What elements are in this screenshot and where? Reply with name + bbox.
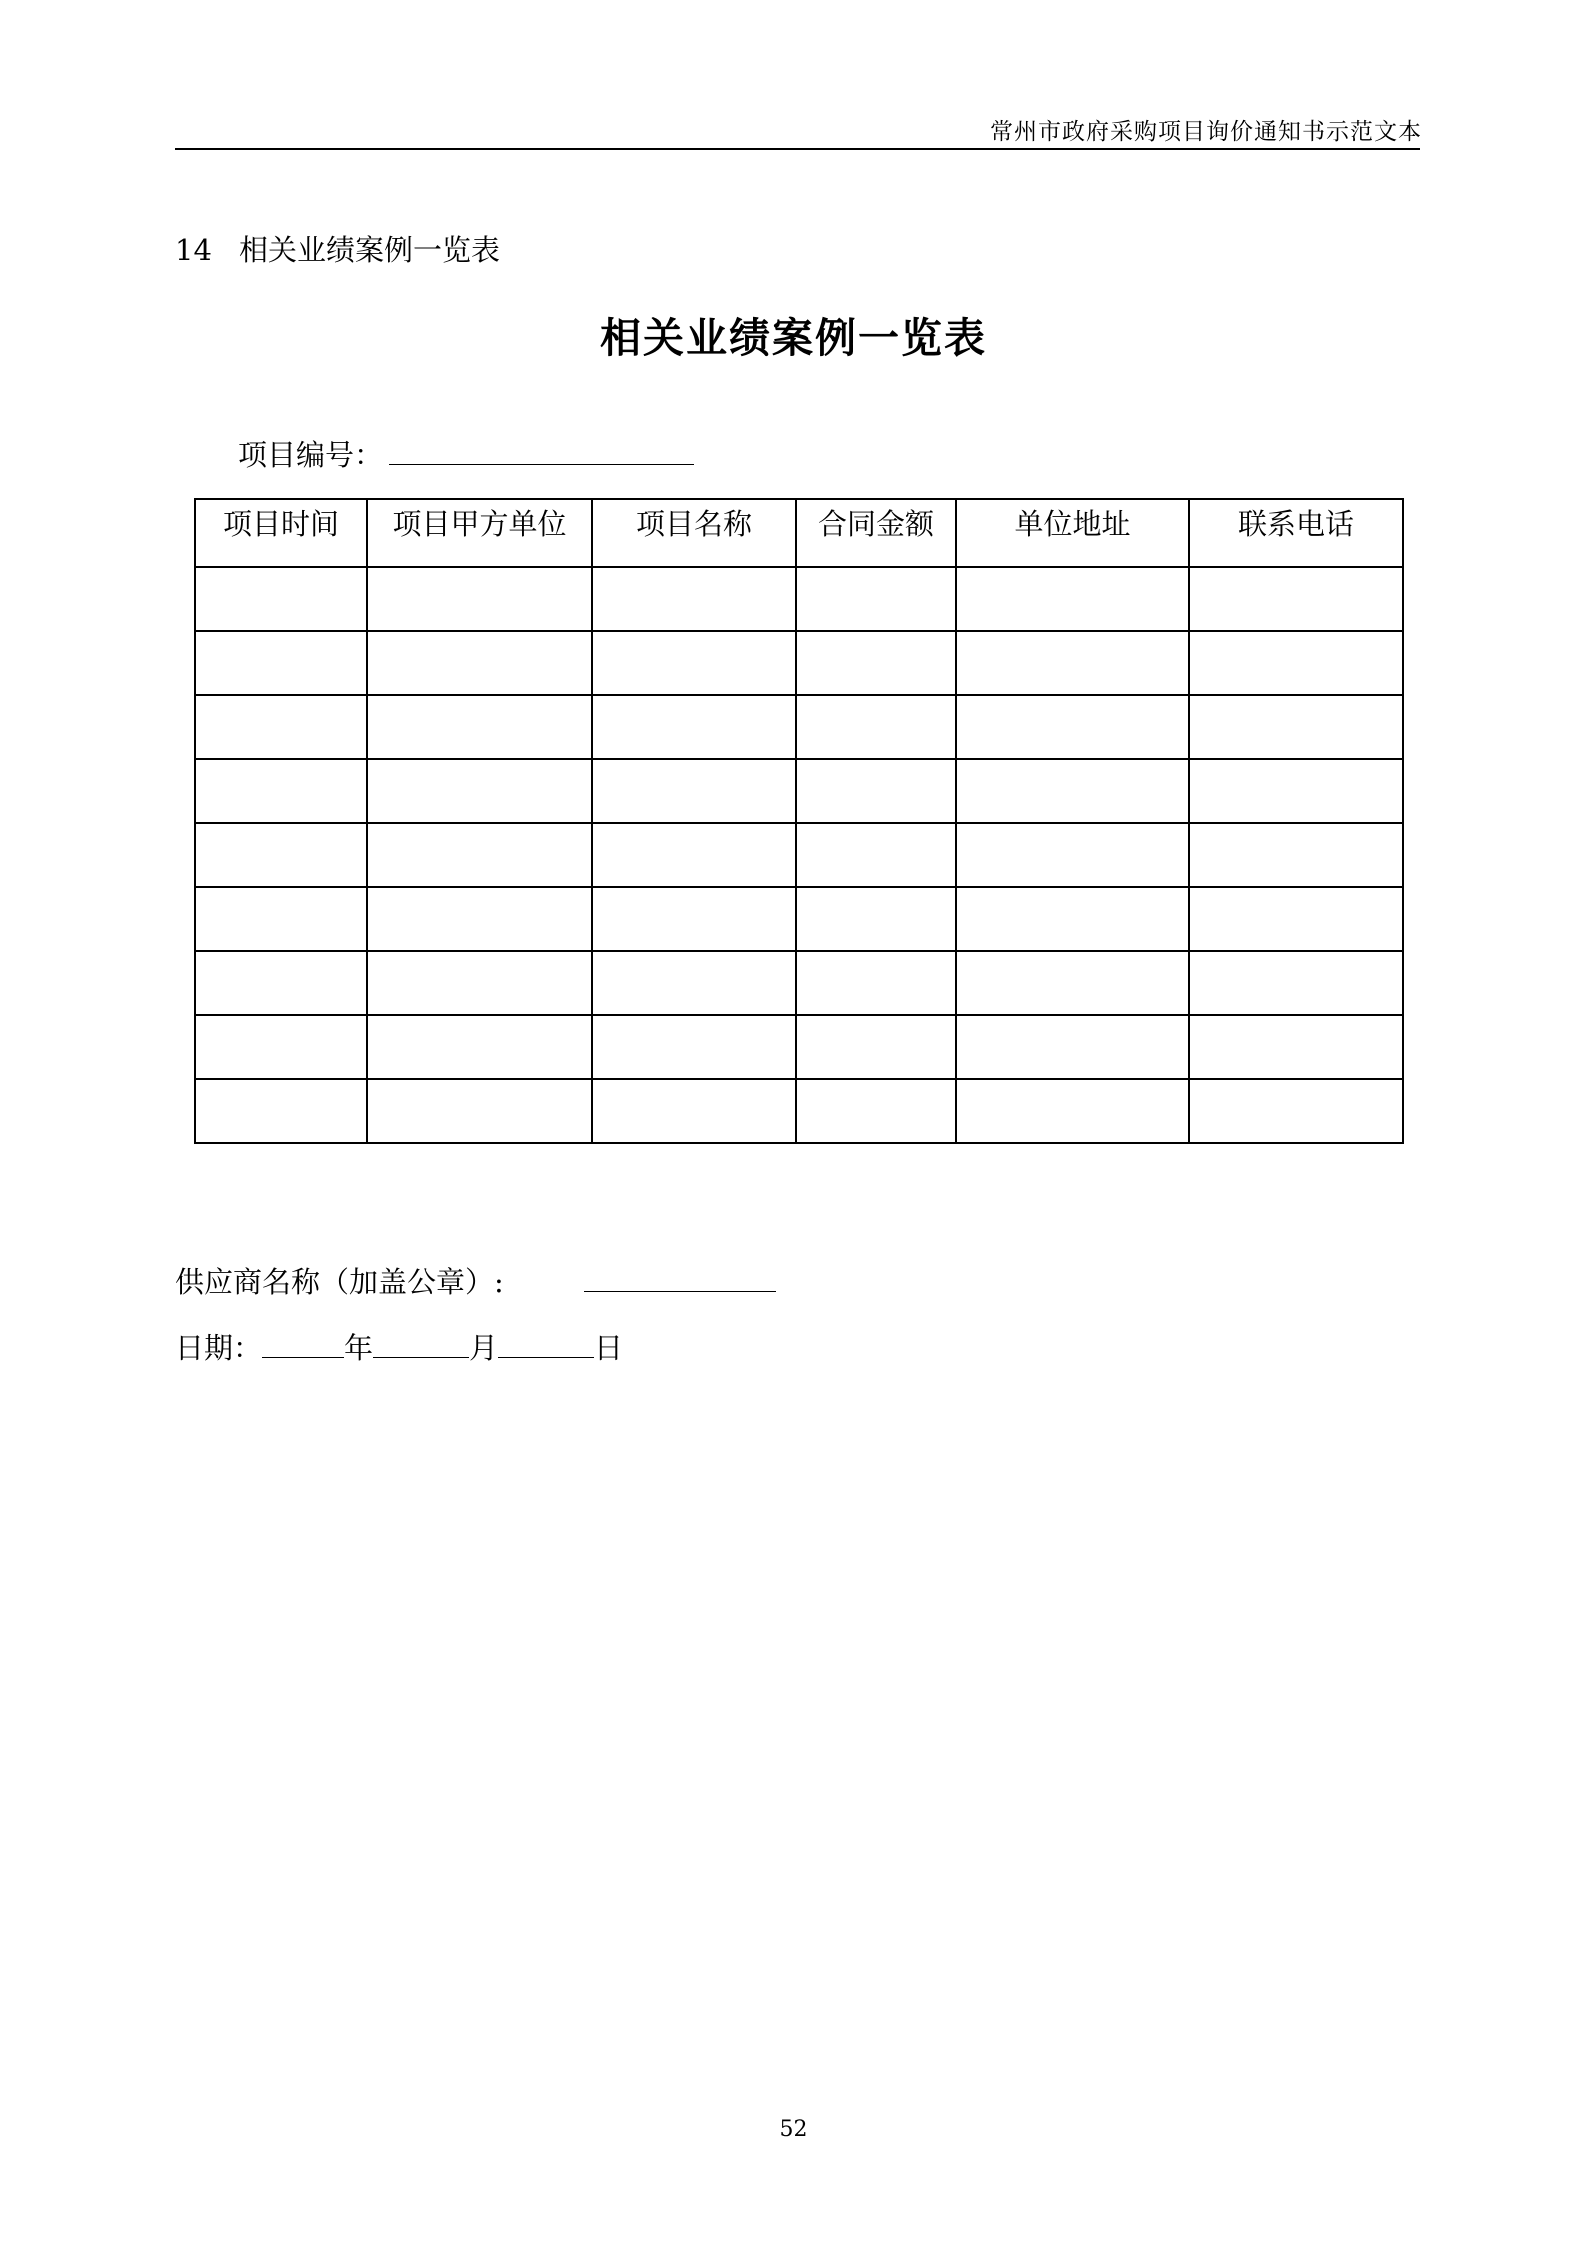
table-row — [195, 759, 1403, 823]
table-cell — [796, 567, 956, 631]
table-cell — [796, 1015, 956, 1079]
date-line — [175, 1326, 623, 1367]
supplier-name-blank — [584, 1262, 776, 1292]
column-header: 项目时间 — [195, 499, 367, 567]
table-cell — [195, 951, 367, 1015]
section-number: 14 — [175, 233, 212, 267]
table-cell — [956, 695, 1189, 759]
header-rule — [175, 148, 1420, 150]
table-row — [195, 951, 1403, 1015]
table-cell — [592, 951, 796, 1015]
table-row — [195, 567, 1403, 631]
table-cell — [592, 631, 796, 695]
month-label: 月 — [469, 1331, 499, 1365]
table-cell — [367, 823, 592, 887]
table-cell — [796, 631, 956, 695]
day-blank — [498, 1328, 594, 1358]
table-cell — [956, 887, 1189, 951]
table-row — [195, 823, 1403, 887]
year-blank — [262, 1328, 344, 1358]
table-cell — [367, 951, 592, 1015]
table-row — [195, 695, 1403, 759]
supplier-name-label: 供应商名称（加盖公章）: — [175, 1265, 504, 1299]
table-cell — [195, 759, 367, 823]
table-cell — [1189, 887, 1403, 951]
column-header: 项目甲方单位 — [367, 499, 592, 567]
table-cell — [592, 695, 796, 759]
table-cell — [195, 823, 367, 887]
project-number-line — [238, 433, 694, 474]
table-cell — [796, 887, 956, 951]
table-cell — [956, 759, 1189, 823]
section-title: 相关业绩案例一览表 — [239, 233, 501, 267]
table-cell — [195, 631, 367, 695]
table-cell — [195, 567, 367, 631]
section-heading — [175, 228, 500, 269]
table-cell — [367, 1079, 592, 1143]
table-cell — [367, 1015, 592, 1079]
table-cell — [1189, 631, 1403, 695]
table-cell — [1189, 823, 1403, 887]
table-body — [195, 567, 1403, 1143]
table-header-row — [195, 499, 1403, 567]
table-cell — [367, 759, 592, 823]
table-cell — [796, 951, 956, 1015]
table-cell — [592, 759, 796, 823]
table-cell — [956, 1079, 1189, 1143]
column-header: 合同金额 — [796, 499, 956, 567]
table-row — [195, 1079, 1403, 1143]
table-cell — [956, 1015, 1189, 1079]
supplier-name-line — [175, 1260, 776, 1301]
table-cell — [592, 1079, 796, 1143]
table-cell — [956, 823, 1189, 887]
table-cell — [367, 887, 592, 951]
table-cell — [592, 1015, 796, 1079]
table-cell — [796, 823, 956, 887]
table-cell — [367, 695, 592, 759]
document-title: 相关业绩案例一览表 — [600, 314, 987, 362]
table-cell — [1189, 567, 1403, 631]
table-cell — [1189, 951, 1403, 1015]
table-cell — [956, 951, 1189, 1015]
project-number-blank — [389, 435, 694, 465]
column-header: 项目名称 — [592, 499, 796, 567]
table-cell — [796, 695, 956, 759]
running-header-title: 常州市政府采购项目询价通知书示范文本 — [990, 119, 1422, 145]
column-header: 单位地址 — [956, 499, 1189, 567]
table-row — [195, 1015, 1403, 1079]
table-cell — [195, 1079, 367, 1143]
month-blank — [373, 1328, 469, 1358]
table-row — [195, 631, 1403, 695]
table-cell — [367, 631, 592, 695]
day-label: 日 — [594, 1331, 624, 1365]
table-cell — [195, 887, 367, 951]
table-cell — [195, 1015, 367, 1079]
table-cell — [796, 759, 956, 823]
table-row — [195, 887, 1403, 951]
table-cell — [1189, 1015, 1403, 1079]
page-number: 52 — [779, 2117, 808, 2142]
table-cell — [592, 567, 796, 631]
table-cell — [592, 823, 796, 887]
table-cell — [956, 631, 1189, 695]
table-cell — [1189, 759, 1403, 823]
table-cell — [367, 567, 592, 631]
table-cell — [1189, 1079, 1403, 1143]
year-label: 年 — [344, 1331, 374, 1365]
table-cell — [592, 887, 796, 951]
table-cell — [956, 567, 1189, 631]
table-cell — [796, 1079, 956, 1143]
date-label: 日期： — [175, 1331, 263, 1365]
cases-table — [194, 498, 1404, 1144]
table-cell — [1189, 695, 1403, 759]
table-cell — [195, 695, 367, 759]
project-number-label: 项目编号： — [238, 438, 384, 472]
column-header: 联系电话 — [1189, 499, 1403, 567]
